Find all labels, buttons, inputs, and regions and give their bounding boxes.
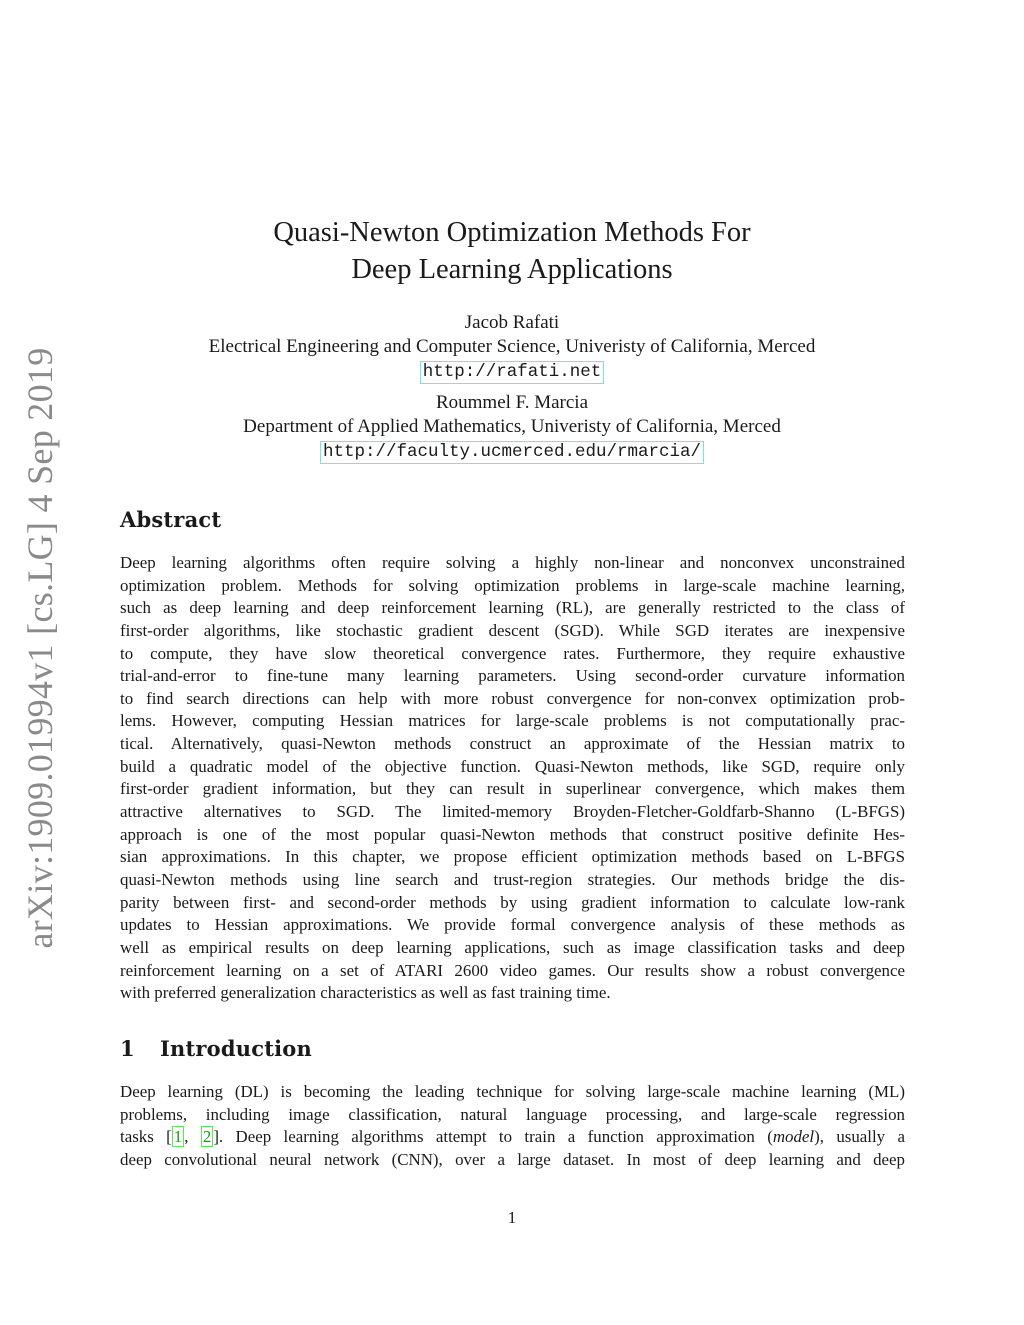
citation-link[interactable]: 2 bbox=[202, 1127, 212, 1147]
abstract-line: quasi-Newton methods using line search and trust-region strategies. Our methods bridge the dis- bbox=[120, 869, 905, 889]
abstract-body bbox=[120, 552, 905, 1005]
abstract-line: Deep learning algorithms often require solving a highly non-linear and nonconvex unconstrained bbox=[120, 553, 905, 572]
title-line-2: Deep Learning Applications bbox=[351, 254, 673, 285]
author-affiliation: Electrical Engineering and Computer Science, Univeristy of California, Merced bbox=[208, 336, 816, 357]
emphasis-model: model bbox=[772, 1127, 815, 1147]
abstract-line: to compute, they have slow theoretical convergence rates. Furthermore, they require exhaustive bbox=[120, 643, 905, 663]
paper-title bbox=[0, 214, 1024, 288]
abstract-line: reinforcement learning on a set of ATARI 2600 video games. Our results show a robust convergence bbox=[120, 960, 905, 980]
author-homepage-link[interactable]: http://faculty.ucmerced.edu/rmarcia/ bbox=[320, 441, 704, 464]
page-number: 1 bbox=[507, 1208, 517, 1227]
intro-line: tasks [ 1 , 2 ]. Deep learning algorithms attempt to train a function approximation (model), usually a bbox=[120, 1127, 905, 1147]
section-number: 1 bbox=[120, 1036, 135, 1061]
author-homepage-link[interactable]: http://rafati.net bbox=[420, 361, 605, 384]
abstract-line: first-order gradient information, but they can result in superlinear convergence, which makes them bbox=[120, 779, 905, 799]
abstract-line: first-order algorithms, like stochastic gradient descent (SGD). While SGD iterates are inexpensive bbox=[120, 620, 905, 640]
author-block-1 bbox=[0, 311, 1024, 384]
intro-line: Deep learning (DL) is becoming the leading technique for solving large-scale machine learning (ML) bbox=[120, 1082, 905, 1101]
intro-line: deep convolutional neural network (CNN), over a large dataset. In most of deep learning and deep bbox=[120, 1149, 905, 1169]
abstract-line: well as empirical results on deep learning applications, such as image classification tasks and deep bbox=[120, 937, 905, 957]
abstract-line: approach is one of the most popular quasi-Newton methods that construct positive definite Hes- bbox=[120, 824, 905, 844]
author-block-2 bbox=[0, 391, 1024, 464]
author-name: Jacob Rafati bbox=[464, 312, 560, 333]
title-line-1: Quasi-Newton Optimization Methods For bbox=[273, 217, 751, 248]
abstract-line: to find search directions can help with more robust convergence for non-convex optimization prob- bbox=[120, 688, 905, 708]
intro-line: problems, including image classification, natural language processing, and large-scale regression bbox=[120, 1104, 905, 1124]
abstract-line: tical. Alternatively, quasi-Newton methods construct an approximate of the Hessian matrix to bbox=[120, 734, 905, 754]
abstract-line: build a quadratic model of the objective function. Quasi-Newton methods, like SGD, require only bbox=[120, 756, 905, 776]
introduction-heading bbox=[120, 1036, 312, 1061]
introduction-body bbox=[120, 1081, 905, 1172]
abstract-line: updates to Hessian approximations. We provide formal convergence analysis of these methods as bbox=[120, 915, 905, 935]
abstract-line: attractive alternatives to SGD. The limited-memory Broyden-Fletcher-Goldfarb-Shanno (L-BFGS) bbox=[120, 802, 905, 822]
abstract-line: trial-and-error to fine-tune many learning parameters. Using second-order curvature information bbox=[120, 666, 905, 686]
abstract-line: sian approximations. In this chapter, we propose efficient optimization methods based on L-BFGS bbox=[120, 847, 905, 867]
section-title: Introduction bbox=[160, 1036, 312, 1061]
abstract-line: such as deep learning and deep reinforcement learning (RL), are generally restricted to the class of bbox=[120, 598, 905, 618]
author-name: Roummel F. Marcia bbox=[435, 392, 589, 413]
citation-link[interactable]: 1 bbox=[173, 1127, 183, 1147]
abstract-line: parity between first- and second-order methods by using gradient information to calculate low-rank bbox=[120, 892, 905, 912]
author-affiliation: Department of Applied Mathematics, Univeristy of California, Merced bbox=[243, 416, 781, 437]
abstract-line: with preferred generalization characteristics as well as fast training time. bbox=[120, 983, 611, 1003]
abstract-line: lems. However, computing Hessian matrices for large-scale problems is not computationally prac- bbox=[120, 711, 905, 731]
arxiv-identifier-stamp: arXiv:1909.01994v1 [cs.LG] 4 Sep 2019 bbox=[20, 347, 60, 949]
abstract-heading: Abstract bbox=[120, 507, 222, 532]
abstract-line: optimization problem. Methods for solving optimization problems in large-scale machine learning, bbox=[120, 575, 905, 595]
